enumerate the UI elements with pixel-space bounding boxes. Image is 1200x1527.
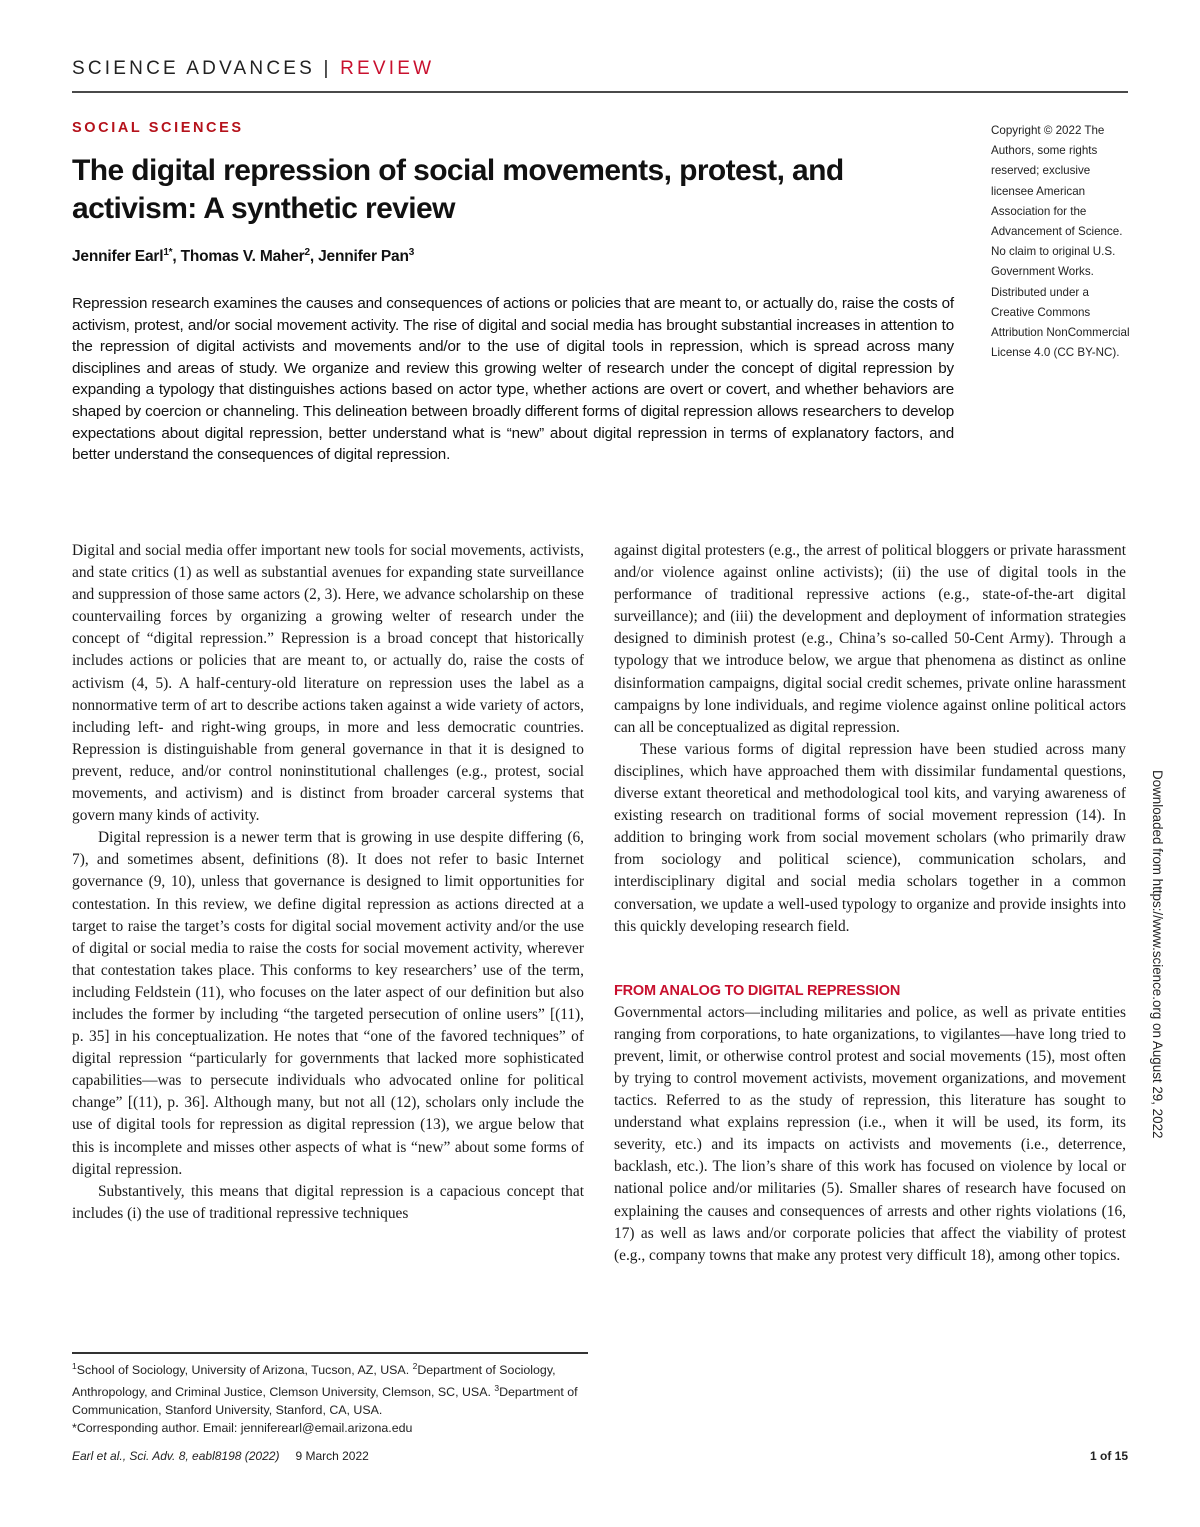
footnote-rule	[72, 1352, 588, 1354]
affiliation-1: School of Sociology, University of Arizona, Tucson, AZ, USA.	[76, 1363, 413, 1378]
section-heading: FROM ANALOG TO DIGITAL REPRESSION	[614, 982, 901, 999]
journal-header	[72, 58, 434, 80]
article-type: REVIEW	[340, 58, 435, 79]
body-paragraph: These various forms of digital repression have been studied across many disciplines, which have approached them with dissimilar fundamental questions, diverse extant theoretical and methodological tool kits, and varying awareness of existing research on traditional forms of social movement repression (14). In addition to bringing work from social movement scholars (who primarily draw from sociology and political science), communication scholars, and interdisciplinary digital and social media scholars together in a common conversation, we update a well-used typology to organize and provide insights into this quickly developing research field.	[614, 740, 1126, 935]
footnote-sup: 3	[494, 1383, 500, 1394]
footnote-sup: 2	[412, 1361, 418, 1371]
body-paragraph: Governmental actors—including militaries and police, as well as private entities ranging from corporations, to hate organizations, to vigilantes—have long tried to prevent, limit, or otherwise control protest and social movements (15), most often by trying to control movement activists, movement organizations, and movement tactics. Referred to as the study of repression, this literature has sought to understand what explains repression (i.e., when it will be used, its form, its severity, etc.) and its impacts on activists and movements (i.e., deterrence, backlash, etc.). The lion’s share of this work has focused on violence by local or national police and/or militaries (5). Smaller shares of research have focused on explaining the causes and consequences of arrests and other rights violations (16, 17) as well as laws and/or corporate policies that affect the viability of protest (e.g., company towns that make any protest very difficult 18), among other topics.	[614, 1003, 1126, 1264]
download-watermark: Downloaded from https://www.science.org on August 29, 2022	[1150, 770, 1165, 1139]
footnote-sup: 1	[72, 1361, 77, 1371]
body-paragraph: against digital protesters (e.g., the arrest of political bloggers or private harassment and/or violence against online activists); (ii) the use of digital tools in the performance of traditional repressive actions (e.g., state-of-the-art digital surveillance); and (iii) the development and deployment of information strategies designed to diminish protest (e.g., China’s so-called 50-Cent Army). Through a typology that we introduce below, we argue that phenomena as distinct as online disinformation campaigns, digital social credit schemes, private online harassment campaigns by lone individuals, and regime violence against online political actors can all be conceptualized as digital repression.	[614, 542, 1126, 736]
footer-citation	[72, 1449, 369, 1463]
abstract: Repression research examines the causes and consequences of actions or policies that are meant to, or actually do, raise the costs of activism, protest, and/or social movement activity. The rise of digital and social media has brought substantial increases in attention to the repression of digital activists and movements and/or to the use of digital tools in repression, which is spread across many disciplines and areas of study. We organize and review this growing welter of research under the concept of digital repression by expanding a typology that distinguishes actions based on actor type, whether actions are overt or covert, and whether behaviors are shaped by coercion or channeling. This delineation between broadly different forms of digital repression allows researchers to develop expectations about digital repression, better understand what is “new” about digital repression in terms of explanatory factors, and better understand the consequences of digital repression.	[72, 295, 954, 464]
author-affiliation-sup: 3	[408, 247, 415, 258]
section-tag: SOCIAL SCIENCES	[72, 120, 244, 136]
affiliation-3: Department of Communication, Stanford University, Stanford, CA, USA.	[72, 1385, 578, 1418]
corresponding-author[interactable]: *Corresponding author. Email: jenniferearl@email.arizona.edu	[72, 1421, 413, 1436]
header-separator: |	[315, 58, 341, 79]
affiliation-2: Department of Sociology, Anthropology, and Criminal Justice, Clemson University, Clemson, SC, USA.	[72, 1363, 556, 1400]
publication-date: 9 March 2022	[295, 1449, 369, 1463]
body-paragraph: Digital repression is a newer term that is growing in use despite differing (6, 7), and sometimes absent, definitions (8). It does not refer to basic Internet governance (9, 10), unless that governance is designed to limit opportunities for contestation. In this review, we define digital repression as actions directed at a target to raise the target’s costs for digital social movement activity and/or the use of digital or social media to raise the costs for social movement activity, wherever that contestation takes place. This conforms to key researchers’ use of the term, including Feldstein (11), who focuses on the later aspect of our definition but also includes the former by including “the targeted persecution of online users” [(11), p. 35] in his conceptualization. He notes that “one of the favored techniques” of digital repression “particularly for governments that lacked more sophisticated capabilities—was to persecute individuals who advocated online for political change” [(11), p. 36]. Although many, but not all (12), scholars only include the use of digital tools for repression as digital repression (13), we argue below that this is incomplete and misses other aspects of what is “new” about some forms of digital repression.	[72, 829, 584, 1178]
author-name[interactable]: Jennifer Earl	[72, 248, 164, 266]
article-title: The digital repression of social movements, protest, and activism: A synthetic review	[72, 154, 844, 225]
author-name[interactable]: Jennifer Pan	[318, 248, 409, 266]
author-affiliation-sup: 2	[304, 247, 310, 258]
body-column-right	[614, 540, 1126, 1267]
page-number: 1 of 15	[1089, 1449, 1128, 1463]
author-list: Jennifer Earl$^{1*}$, Thomas V. Maher$^2$, Jennifer Pan$^3$	[72, 247, 415, 266]
citation: Earl et al., Sci. Adv. 8, eabl8198 (2022)	[72, 1449, 280, 1463]
author-name[interactable]: Thomas V. Maher	[180, 248, 305, 266]
body-paragraph: Substantively, this means that digital repression is a capacious concept that includes (i) the use of traditional repressive techniques	[72, 1182, 584, 1222]
body-paragraph: Digital and social media offer important new tools for social movements, activists, and state critics (1) as well as substantial avenues for expanding state surveillance and suppression of those same actors (2, 3). Here, we advance scholarship on these countervailing forces by organizing a growing welter of research under the concept of “digital repression.” Repression is a broad concept that historically includes actions or policies that are meant to, or actually do, raise the costs of activism (4, 5). A half-century-old literature on repression uses the label as a nonnormative term of art to describe actions taken against a wide variety of actors, including left- and right-wing groups, in more and less democratic countries. Repression is distinguishable from general governance in that it is designed to prevent, reduce, and/or control noninstitutional challenges (e.g., protest, social movements, and activism) and is distinct from broader carceral systems that govern many kinds of activity.	[72, 542, 584, 825]
footnotes	[72, 1357, 592, 1437]
journal-name: SCIENCE ADVANCES	[72, 58, 316, 79]
header-rule	[72, 91, 1128, 93]
body-column-left	[72, 540, 584, 1225]
author-affiliation-sup: 1*	[163, 247, 173, 258]
copyright-notice: Copyright © 2022 The Authors, some rights reserved; exclusive licensee American Association for the Advancement of Science. No claim to original U.S. Government Works. Distributed under a Creative Commons Attribution NonCommercial License 4.0 (CC BY-NC).	[991, 124, 1130, 360]
